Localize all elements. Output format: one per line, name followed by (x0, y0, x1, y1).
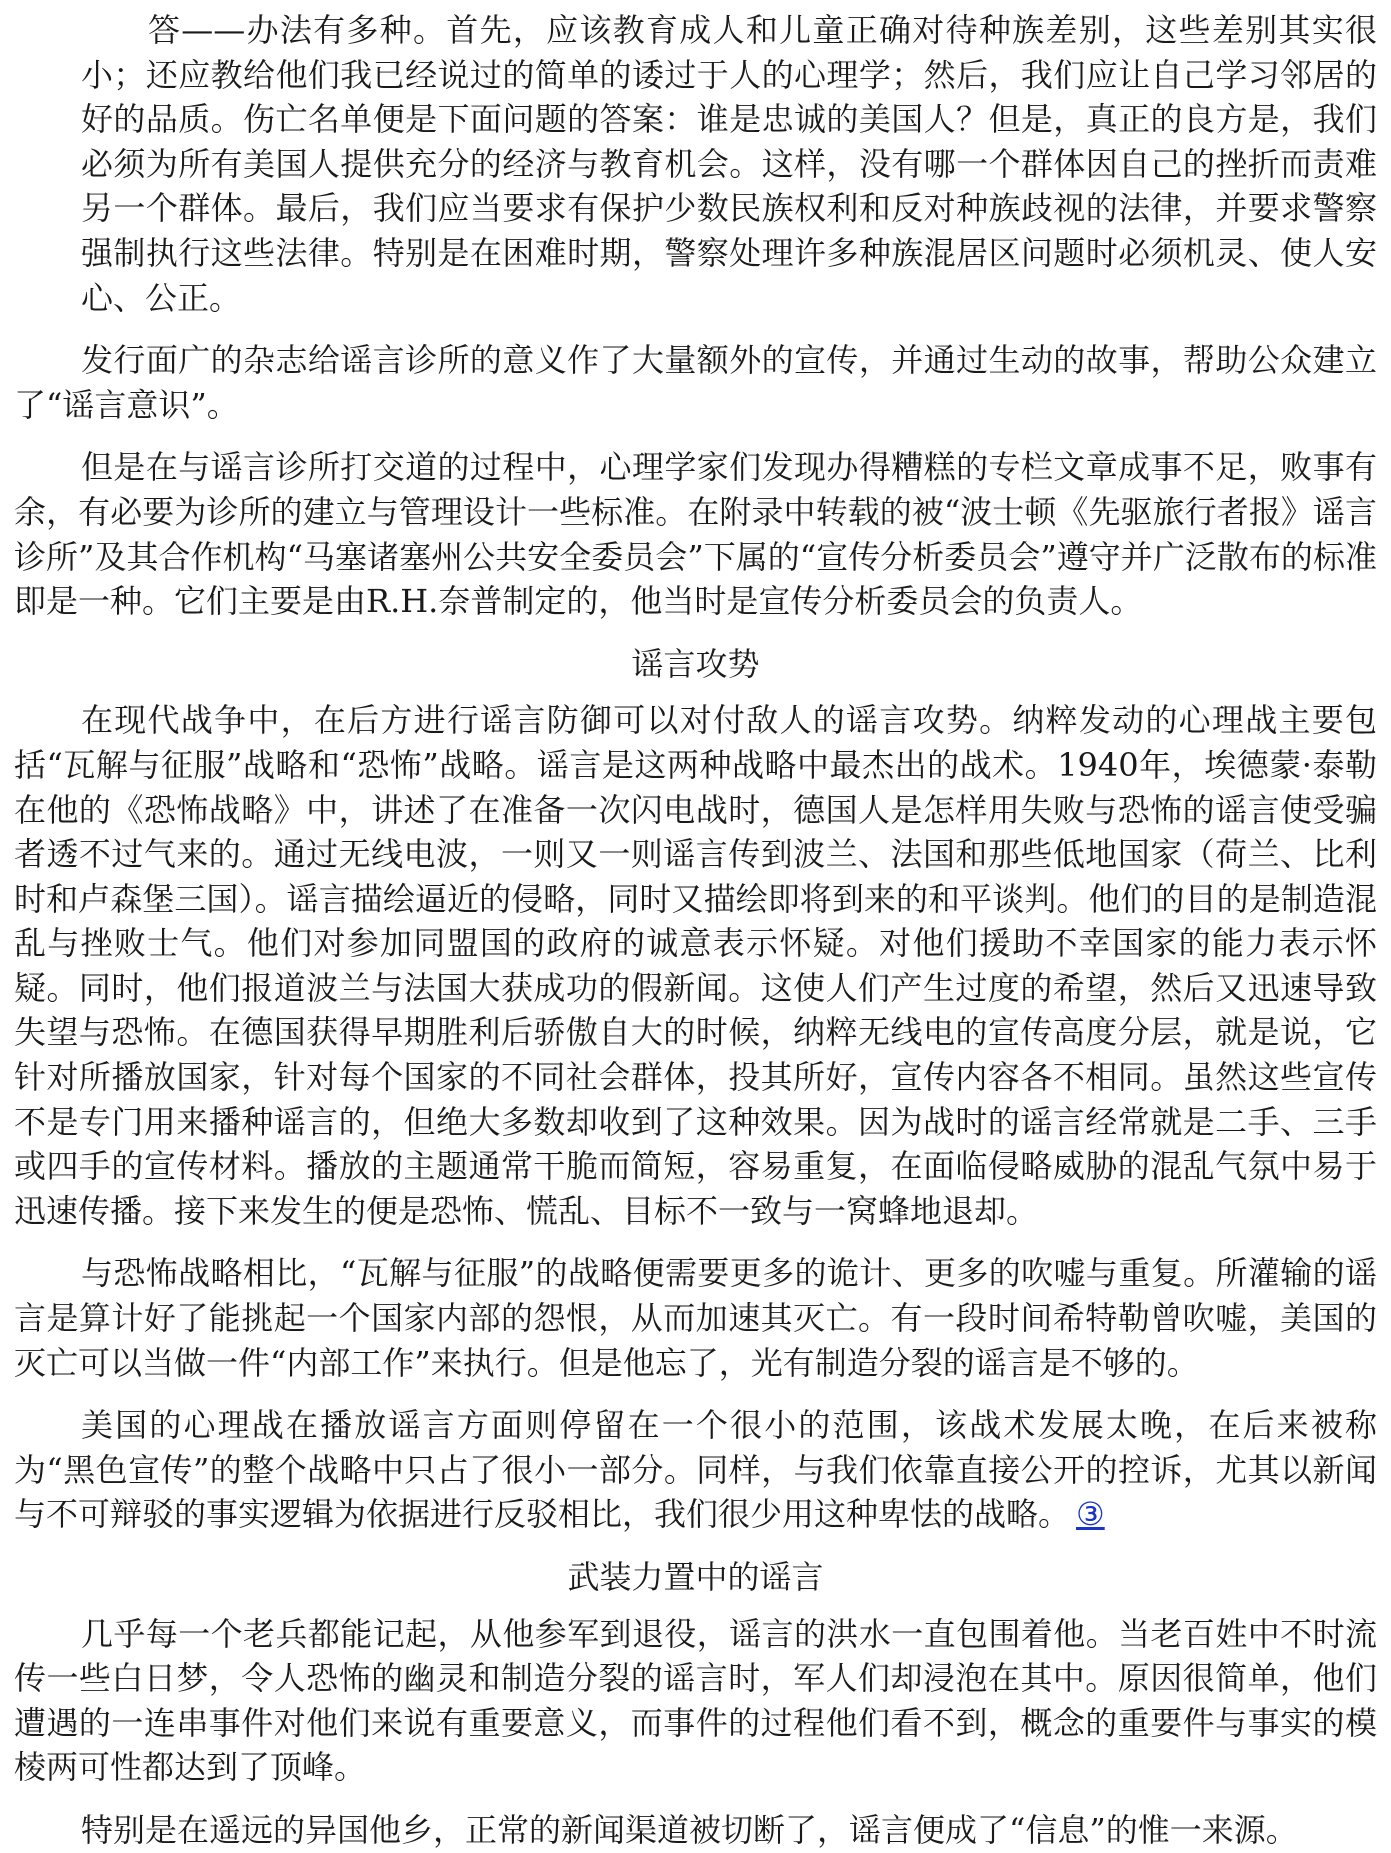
paragraph-us-psychological-warfare (14, 1403, 1377, 1537)
section-heading-rumor-offensive: 谣言攻势 (631, 644, 760, 683)
answer-paragraph: 答——办法有多种。首先，应该教育成人和儿童正确对待种族差别，这些差别其实很小；还应教给他们我已经说过的简单的诿过于人的心理学；然后，我们应让自己学习邻居的好的品质。伤亡名单便是下面问题的答案：谁是忠诚的美国人？但是，真正的良方是，我们必须为所有美国人提供充分的经济与教育机会。这样，没有哪一个群体因自己的挫折而责难另一个群体。最后，我们应当要求有保护少数民族权利和反对种族歧视的法律，并要求警察强制执行这些法律。特别是在困难时期，警察处理许多种族混居区问题时必须机灵、使人安心、公正。 (81, 11, 1377, 317)
paragraph-modern-warfare: 在现代战争中，在后方进行谣言防御可以对付敌人的谣言攻势。纳粹发动的心理战主要包括“瓦解与征服”战略和“恐怖”战略。谣言是这两种战略中最杰出的战术。1940年，埃德蒙·泰勒在他的《恐怖战略》中，讲述了在准备一次闪电战时，德国人是怎样用失败与恐怖的谣言使受骗者透不过气来的。通过无线电波，一则又一则谣言传到波兰、法国和那些低地国家（荷兰、比利时和卢森堡三国）。谣言描绘逼近的侵略，同时又描绘即将到来的和平谈判。他们的目的是制造混乱与挫败士气。他们对参加同盟国的政府的诚意表示怀疑。对他们援助不幸国家的能力表示怀疑。同时，他们报道波兰与法国大获成功的假新闻。这使人们产生过度的希望，然后又迅速导致失望与恐怖。在德国获得早期胜利后骄傲自大的时候，纳粹无线电的宣传高度分层，就是说，它针对所播放国家，针对每个国家的不同社会群体，投其所好，宣传内容各不相同。虽然这些宣传不是专门用来播种谣言的，但绝大多数却收到了这种效果。因为战时的谣言经常就是二手、三手或四手的宣传材料。播放的主题通常干脆而简短，容易重复，在面临侵略威胁的混乱气氛中易于迅速传播。接下来发生的便是恐怖、慌乱、目标不一致与一窝蜂地退却。 (14, 701, 1377, 1230)
paragraph-foreign-lands: 特别是在遥远的异国他乡，正常的新闻渠道被切断了，谣言便成了“信息”的惟一来源。 (81, 1810, 1298, 1849)
paragraph-clinic-standards: 但是在与谣言诊所打交道的过程中，心理学家们发现办得糟糕的专栏文章成事不足，败事有余，有必要为诊所的建立与管理设计一些标准。在附录中转载的被“波士顿《先驱旅行者报》谣言诊所”及其合作机构“马塞诸塞州公共安全委员会”下属的“宣传分析委员会”遵守并广泛散布的标准即是一种。它们主要是由R.H.奈普制定的，他当时是宣传分析委员会的负责人。 (14, 448, 1377, 621)
paragraph-text: 美国的心理战在播放谣言方面则停留在一个很小的范围，该战术发展太晚，在后来被称为“黑色宣传”的整个战略中只占了很小一部分。同样，与我们依靠直接公开的控诉，尤其以新闻与不可辩驳的事实逻辑为依据进行反驳相比，我们很少用这种卑怯的战略。 (14, 1406, 1377, 1534)
footnote-link[interactable]: ③ (1076, 1495, 1105, 1534)
section-heading-rumors-in-armed-forces: 武装力置中的谣言 (567, 1558, 824, 1596)
paragraph-divide-and-conquer: 与恐怖战略相比，“瓦解与征服”的战略便需要更多的诡计、更多的吹嘘与重复。所灌输的谣言是算计好了能挑起一个国家内部的怨恨，从而加速其灭亡。有一段时间希特勒曾吹嘘，美国的灭亡可以当做一件“内部工作”来执行。但是他忘了，光有制造分裂的谣言是不够的。 (14, 1254, 1377, 1382)
paragraph-veterans: 几乎每一个老兵都能记起，从他参军到退役，谣言的洪水一直包围着他。当老百姓中不时流传一些白日梦，令人恐怖的幽灵和制造分裂的谣言时，军人们却浸泡在其中。原因很简单，他们遭遇的一连串事件对他们来说有重要意义，而事件的过程他们看不到，概念的重要件与事实的模棱两可性都达到了顶峰。 (14, 1614, 1377, 1787)
paragraph-magazine-publicity: 发行面广的杂志给谣言诊所的意义作了大量额外的宣传，并通过生动的故事，帮助公众建立了“谣言意识”。 (14, 341, 1377, 424)
